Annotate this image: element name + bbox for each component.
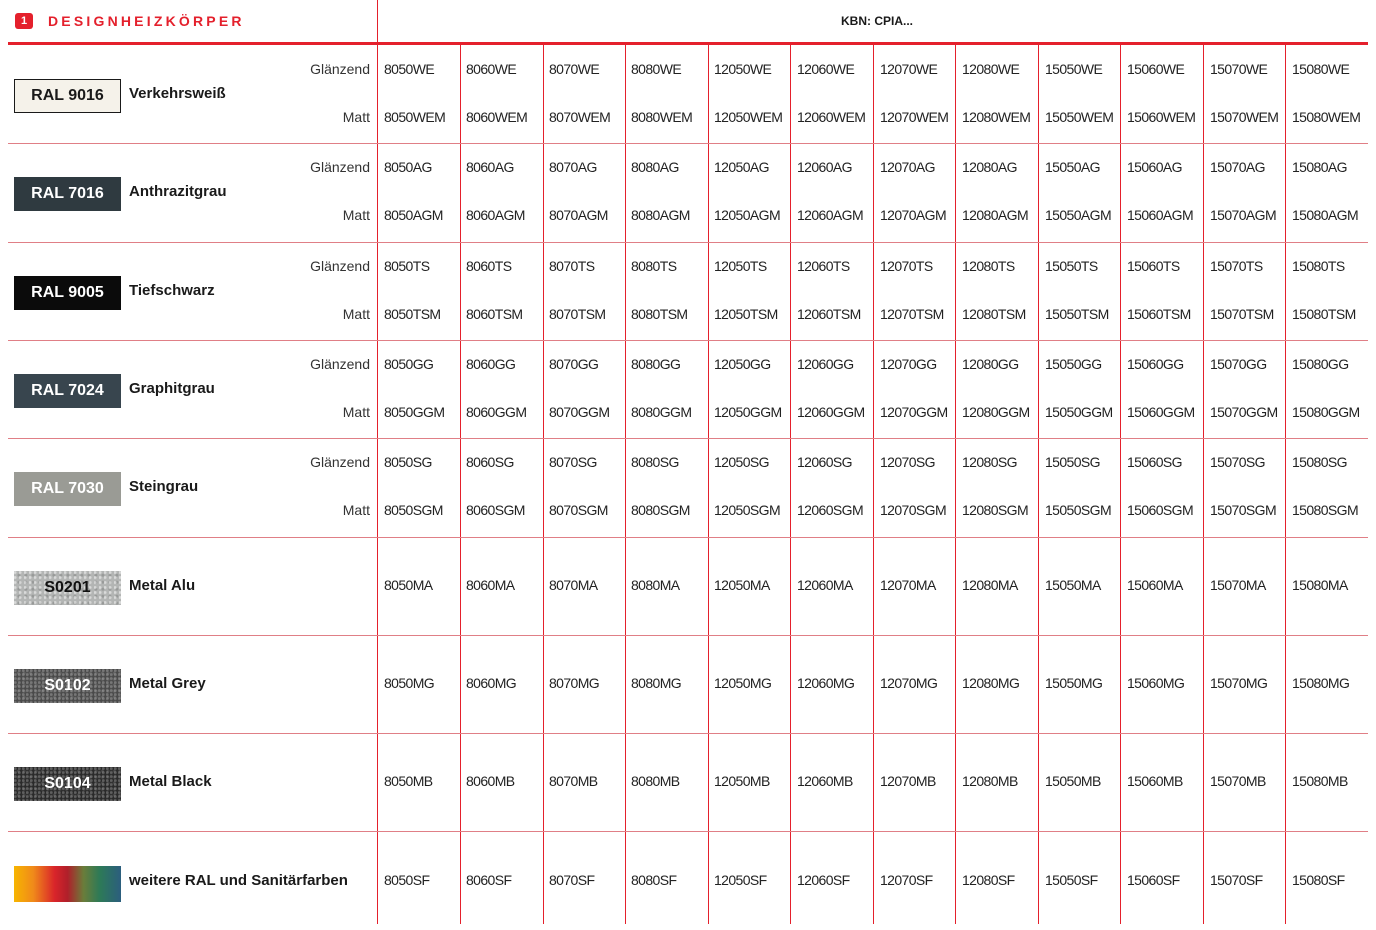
- article-code: 15060MG: [1127, 674, 1185, 691]
- color-name: Metal Grey: [129, 674, 206, 692]
- article-code: 8070AGM: [549, 207, 608, 224]
- article-code: 8060MA: [466, 576, 515, 593]
- article-code: 12060SGM: [797, 502, 864, 519]
- article-code: 15080TS: [1292, 257, 1345, 274]
- color-name: Verkehrsweiß: [129, 85, 226, 103]
- color-code: RAL 9016: [31, 87, 104, 105]
- article-code: 8070WEM: [549, 109, 611, 125]
- article-code: 15060AGM: [1127, 207, 1194, 224]
- article-code: 12070MB: [880, 773, 936, 790]
- variant-label-matt: Matt: [342, 305, 370, 322]
- article-code: 15070TS: [1210, 257, 1263, 274]
- article-code: 8060GGM: [466, 403, 527, 420]
- article-code: 8080SG: [631, 454, 679, 471]
- table-row: [0, 831, 1376, 929]
- article-code: 12060SG: [797, 454, 852, 471]
- article-code: 12080GG: [962, 355, 1019, 372]
- article-code: 12070GGM: [880, 403, 948, 420]
- article-code: 12080MA: [962, 576, 1018, 593]
- table-row: [0, 438, 1376, 536]
- article-code: 8060SF: [466, 871, 512, 888]
- article-code: 8060TSM: [466, 305, 523, 322]
- article-code: 8080SF: [631, 871, 677, 888]
- article-code: 8070AG: [549, 159, 597, 176]
- article-code: 15080MB: [1292, 773, 1348, 790]
- article-code: 15080WEM: [1292, 109, 1361, 125]
- section-title: DESIGNHEIZKÖRPER: [48, 13, 245, 29]
- article-code: 8060WEM: [466, 109, 528, 125]
- article-code: 12050WEM: [714, 109, 783, 125]
- kbn-label: KBN: CPIA...: [841, 14, 913, 28]
- article-code: 8080MG: [631, 674, 682, 691]
- article-code: 12080AGM: [962, 207, 1029, 224]
- article-code: 15070MB: [1210, 773, 1266, 790]
- article-code: 8050TS: [384, 257, 430, 274]
- article-code: 12050MB: [714, 773, 770, 790]
- table-row: [0, 45, 1376, 143]
- variant-label-matt: Matt: [342, 207, 370, 224]
- article-code: 15080TSM: [1292, 305, 1356, 322]
- article-code: 15070SGM: [1210, 502, 1277, 519]
- article-code: 15050TSM: [1045, 305, 1109, 322]
- article-code: 15060SG: [1127, 454, 1182, 471]
- article-code: 8060GG: [466, 355, 516, 372]
- article-code: 8060TS: [466, 257, 512, 274]
- article-code: 15080MG: [1292, 674, 1350, 691]
- article-code: 12080MG: [962, 674, 1020, 691]
- article-code: 8050GGM: [384, 403, 445, 420]
- color-name: Graphitgrau: [129, 380, 215, 398]
- article-code: 12080SG: [962, 454, 1017, 471]
- article-code: 12080WE: [962, 61, 1020, 77]
- article-code: 8050MG: [384, 674, 435, 691]
- article-code: 15070GGM: [1210, 403, 1278, 420]
- article-code: 8070TS: [549, 257, 595, 274]
- article-code: 15050WE: [1045, 61, 1103, 77]
- article-code: 12060GG: [797, 355, 854, 372]
- article-code: 12070SGM: [880, 502, 947, 519]
- article-code: 15080MA: [1292, 576, 1348, 593]
- article-code: 12050MA: [714, 576, 770, 593]
- article-code: 12060AGM: [797, 207, 864, 224]
- article-code: 12060SF: [797, 871, 850, 888]
- article-code: 12070TSM: [880, 305, 944, 322]
- article-code: 8050SG: [384, 454, 432, 471]
- table-row: [0, 242, 1376, 340]
- article-code: 12060MA: [797, 576, 853, 593]
- color-name: Anthrazitgrau: [129, 183, 227, 201]
- article-code: 12080SF: [962, 871, 1015, 888]
- article-code: 15080AGM: [1292, 207, 1359, 224]
- article-code: 8080AGM: [631, 207, 690, 224]
- color-swatch: [14, 571, 121, 605]
- article-code: 15050AG: [1045, 159, 1100, 176]
- article-code: 8070GG: [549, 355, 599, 372]
- article-code: 15070MG: [1210, 674, 1268, 691]
- article-code: 12060WE: [797, 61, 855, 77]
- color-code: S0102: [44, 676, 91, 694]
- variant-label-matt: Matt: [342, 403, 370, 420]
- article-code: 15080AG: [1292, 159, 1347, 176]
- article-code: 12060AG: [797, 159, 852, 176]
- article-code: 15080SGM: [1292, 502, 1359, 519]
- color-name: Metal Black: [129, 773, 212, 791]
- article-code: 15050MG: [1045, 674, 1103, 691]
- article-code: 12050TS: [714, 257, 767, 274]
- variant-label-matt: Matt: [342, 502, 370, 519]
- article-code: 15080SF: [1292, 871, 1345, 888]
- article-code: 15060WEM: [1127, 109, 1196, 125]
- article-code: 12060TS: [797, 257, 850, 274]
- table-row: [0, 340, 1376, 438]
- article-code: 15070WE: [1210, 61, 1268, 77]
- article-code: 12070AGM: [880, 207, 947, 224]
- variant-label-glossy: Glänzend: [310, 454, 370, 471]
- article-code: 15080GG: [1292, 355, 1349, 372]
- section-number-badge: 1: [15, 13, 33, 29]
- article-code: 8060AG: [466, 159, 514, 176]
- article-code: 15060WE: [1127, 61, 1185, 77]
- color-swatch: [14, 374, 121, 408]
- article-code: 15060GGM: [1127, 403, 1195, 420]
- variant-label-matt: Matt: [342, 109, 370, 125]
- article-code: 12080AG: [962, 159, 1017, 176]
- article-code: 15050SGM: [1045, 502, 1112, 519]
- article-code: 12050GG: [714, 355, 771, 372]
- color-code: RAL 7030: [31, 480, 104, 498]
- article-code: 15070SF: [1210, 871, 1263, 888]
- article-code: 12070SG: [880, 454, 935, 471]
- article-code: 8080MB: [631, 773, 680, 790]
- article-code: 15060AG: [1127, 159, 1182, 176]
- color-swatch: [14, 79, 121, 113]
- article-code: 15060GG: [1127, 355, 1184, 372]
- variant-label-glossy: Glänzend: [310, 159, 370, 176]
- article-code: 15080WE: [1292, 61, 1350, 77]
- article-code: 15060MB: [1127, 773, 1183, 790]
- article-code: 15050WEM: [1045, 109, 1114, 125]
- article-code: 12070MA: [880, 576, 936, 593]
- article-code: 15060TSM: [1127, 305, 1191, 322]
- article-code: 8050AG: [384, 159, 432, 176]
- article-code: 15070TSM: [1210, 305, 1274, 322]
- article-code: 12080MB: [962, 773, 1018, 790]
- article-code: 8080WE: [631, 61, 682, 77]
- color-code: RAL 7024: [31, 382, 104, 400]
- color-swatch: [14, 866, 121, 902]
- article-code: 15050GG: [1045, 355, 1102, 372]
- article-code: 12080GGM: [962, 403, 1030, 420]
- article-code: 8050MA: [384, 576, 433, 593]
- table-row: [0, 733, 1376, 831]
- article-code: 15070AGM: [1210, 207, 1277, 224]
- article-code: 12070AG: [880, 159, 935, 176]
- article-code: 12070GG: [880, 355, 937, 372]
- article-code: 8060SG: [466, 454, 514, 471]
- article-code: 8060MB: [466, 773, 515, 790]
- color-name: Tiefschwarz: [129, 281, 215, 299]
- article-code: 12060MG: [797, 674, 855, 691]
- article-code: 12060TSM: [797, 305, 861, 322]
- article-code: 8080MA: [631, 576, 680, 593]
- article-code: 12080TS: [962, 257, 1015, 274]
- article-code: 15060MA: [1127, 576, 1183, 593]
- article-code: 12070WEM: [880, 109, 949, 125]
- article-code: 15080GGM: [1292, 403, 1360, 420]
- color-swatch: [14, 177, 121, 211]
- article-code: 12050TSM: [714, 305, 778, 322]
- table-row: [0, 537, 1376, 635]
- article-code: 15080SG: [1292, 454, 1347, 471]
- article-code: 8060WE: [466, 61, 517, 77]
- color-swatch: [14, 276, 121, 310]
- color-code: S0104: [44, 775, 91, 793]
- article-code: 8080TS: [631, 257, 677, 274]
- table-row: [0, 635, 1376, 733]
- color-code: RAL 9005: [31, 283, 104, 301]
- table-row: [0, 143, 1376, 241]
- article-code: 8080GGM: [631, 403, 692, 420]
- variant-label-glossy: Glänzend: [310, 355, 370, 372]
- article-code: 12050AG: [714, 159, 769, 176]
- color-swatch: [14, 767, 121, 801]
- article-code: 8050WE: [384, 61, 435, 77]
- article-code: 12050SF: [714, 871, 767, 888]
- article-code: 8070SGM: [549, 502, 608, 519]
- table-header: [0, 0, 1376, 42]
- article-code: 8080AG: [631, 159, 679, 176]
- color-swatch: [14, 669, 121, 703]
- article-code: 8060MG: [466, 674, 517, 691]
- article-code: 15050SF: [1045, 871, 1098, 888]
- article-code: 8070GGM: [549, 403, 610, 420]
- color-name: Metal Alu: [129, 576, 196, 594]
- article-code: 12050MG: [714, 674, 772, 691]
- article-code: 8080SGM: [631, 502, 690, 519]
- article-code: 8050AGM: [384, 207, 443, 224]
- article-code: 8050TSM: [384, 305, 441, 322]
- article-code: 15060SF: [1127, 871, 1180, 888]
- color-swatch: [14, 472, 121, 506]
- article-code: 8070MA: [549, 576, 598, 593]
- article-code: 8080GG: [631, 355, 681, 372]
- article-code: 8080WEM: [631, 109, 693, 125]
- article-code: 12050AGM: [714, 207, 781, 224]
- article-code: 8050SGM: [384, 502, 443, 519]
- article-code: 15060TS: [1127, 257, 1180, 274]
- article-code: 12060GGM: [797, 403, 865, 420]
- article-code: 12080SGM: [962, 502, 1029, 519]
- article-code: 8070MG: [549, 674, 600, 691]
- article-code: 8050GG: [384, 355, 434, 372]
- article-code: 8080TSM: [631, 305, 688, 322]
- section-title-area: [0, 0, 377, 42]
- article-code: 12050SGM: [714, 502, 781, 519]
- article-code: 15050TS: [1045, 257, 1098, 274]
- article-code: 12060WEM: [797, 109, 866, 125]
- variant-label-glossy: Glänzend: [310, 257, 370, 274]
- article-code: 8050SF: [384, 871, 430, 888]
- article-code: 12070WE: [880, 61, 938, 77]
- article-code: 12070SF: [880, 871, 933, 888]
- article-code: 15050MA: [1045, 576, 1101, 593]
- color-name: weitere RAL und Sanitärfarben: [129, 871, 348, 889]
- article-code: 8070MB: [549, 773, 598, 790]
- article-code: 12080WEM: [962, 109, 1031, 125]
- color-name: Steingrau: [129, 478, 199, 496]
- article-code: 12060MB: [797, 773, 853, 790]
- article-code: 12050WE: [714, 61, 772, 77]
- article-code: 15070MA: [1210, 576, 1266, 593]
- color-code: RAL 7016: [31, 185, 104, 203]
- article-code: 15070GG: [1210, 355, 1267, 372]
- variant-label-glossy: Glänzend: [310, 61, 370, 77]
- article-code: 15050AGM: [1045, 207, 1112, 224]
- article-code: 12050GGM: [714, 403, 782, 420]
- article-code: 12070MG: [880, 674, 938, 691]
- article-code: 15060SGM: [1127, 502, 1194, 519]
- article-code: 15050SG: [1045, 454, 1100, 471]
- article-code: 15070WEM: [1210, 109, 1279, 125]
- article-code: 8050MB: [384, 773, 433, 790]
- article-code: 15070SG: [1210, 454, 1265, 471]
- article-code: 15050MB: [1045, 773, 1101, 790]
- article-code: 8060AGM: [466, 207, 525, 224]
- article-code: 8070SG: [549, 454, 597, 471]
- article-code: 8070WE: [549, 61, 600, 77]
- article-code: 8060SGM: [466, 502, 525, 519]
- article-code: 8070SF: [549, 871, 595, 888]
- article-code: 8070TSM: [549, 305, 606, 322]
- article-code: 12050SG: [714, 454, 769, 471]
- article-code: 8050WEM: [384, 109, 446, 125]
- article-code: 12070TS: [880, 257, 933, 274]
- article-code: 15070AG: [1210, 159, 1265, 176]
- article-code: 12080TSM: [962, 305, 1026, 322]
- color-code: S0201: [44, 578, 91, 596]
- article-code: 15050GGM: [1045, 403, 1113, 420]
